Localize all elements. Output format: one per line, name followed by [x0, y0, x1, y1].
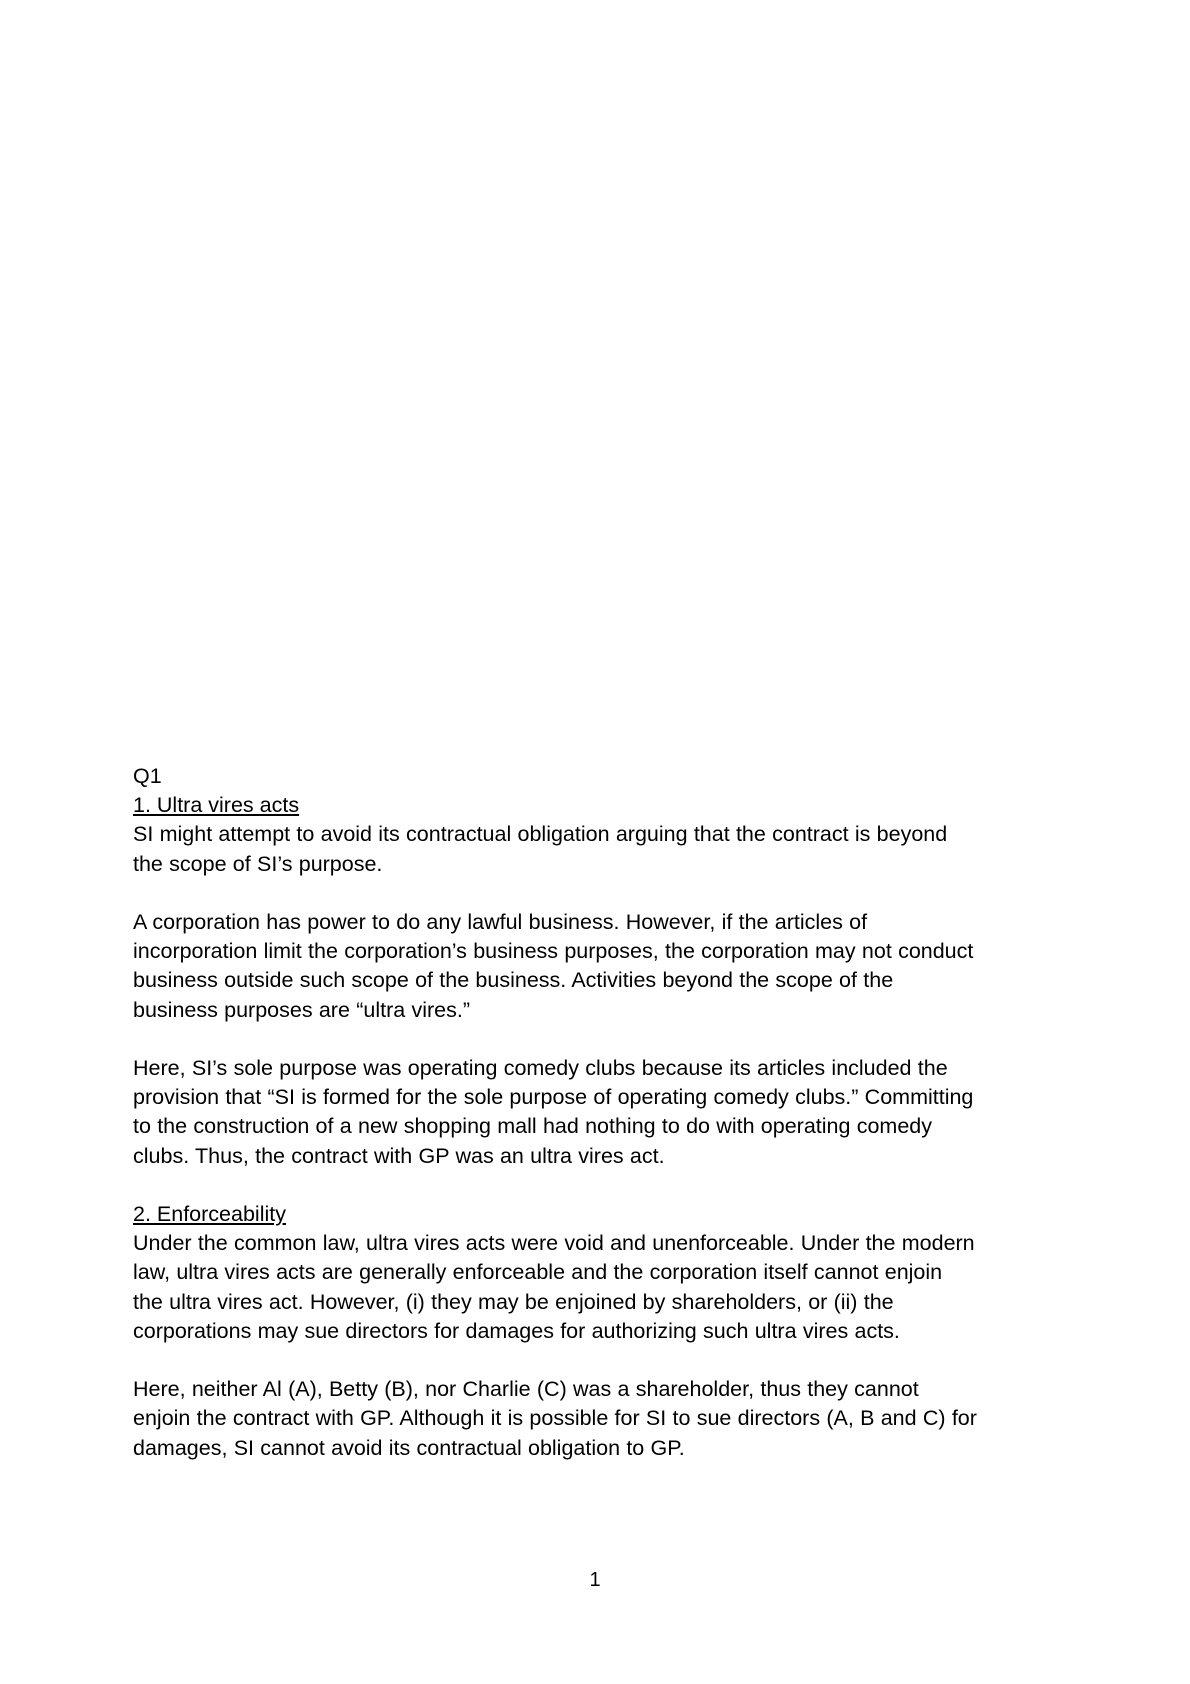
section-1-paragraph-2: A corporation has power to do any lawful business. However, if the articles of incorporation limit the corporation’s business purposes, the corporation may not conduct business outside such scope of the business. Activities beyond the scope of the business purposes are “ultra vires.”: [133, 910, 980, 1022]
paragraph-spacer: [133, 1346, 978, 1375]
page-number: 1: [589, 1569, 601, 1591]
section-1-heading-row: [133, 791, 978, 820]
paragraph-spacer: [133, 1025, 978, 1054]
section-heading-ultra-vires-acts: 1. Ultra vires acts: [133, 793, 300, 818]
document-body: [133, 762, 984, 1463]
section-1-paragraph-1: SI might attempt to avoid its contractual obligation arguing that the contract is beyond the scope of SI’s purpose.: [133, 822, 954, 876]
section-heading-enforceability: 2. Enforceability: [133, 1202, 286, 1226]
section-1-paragraph-3: Here, SI’s sole purpose was operating comedy clubs because its articles included the provision that “SI is formed for the sole purpose of operating comedy clubs.” Committing to the construction of a new shopping mall had nothing to do with operating comedy clubs. Thus, the contract with GP was an ultra vires act.: [133, 1056, 980, 1168]
section-2-heading-row: [133, 1200, 978, 1229]
section-2-paragraph-1: Under the common law, ultra vires acts were void and unenforceable. Under the modern law, ultra vires acts are generally enforceable and the corporation itself cannot enjoin the ultra vires act. However, (i) they may be enjoined by shareholders, or (ii) the corporations may sue directors for damages for authorizing such ultra vires acts.: [133, 1231, 981, 1343]
question-label-row: [133, 762, 978, 791]
paragraph-spacer: [133, 1171, 978, 1200]
section-2-paragraph-2: Here, neither Al (A), Betty (B), nor Charlie (C) was a shareholder, thus they cannot enjoin the contract with GP. Although it is possible for SI to sue directors (A, B and C) for damages, SI cannot avoid its contractual obligation to GP.: [133, 1377, 984, 1460]
question-label: Q1: [133, 764, 162, 788]
paragraph-spacer: [133, 879, 978, 908]
